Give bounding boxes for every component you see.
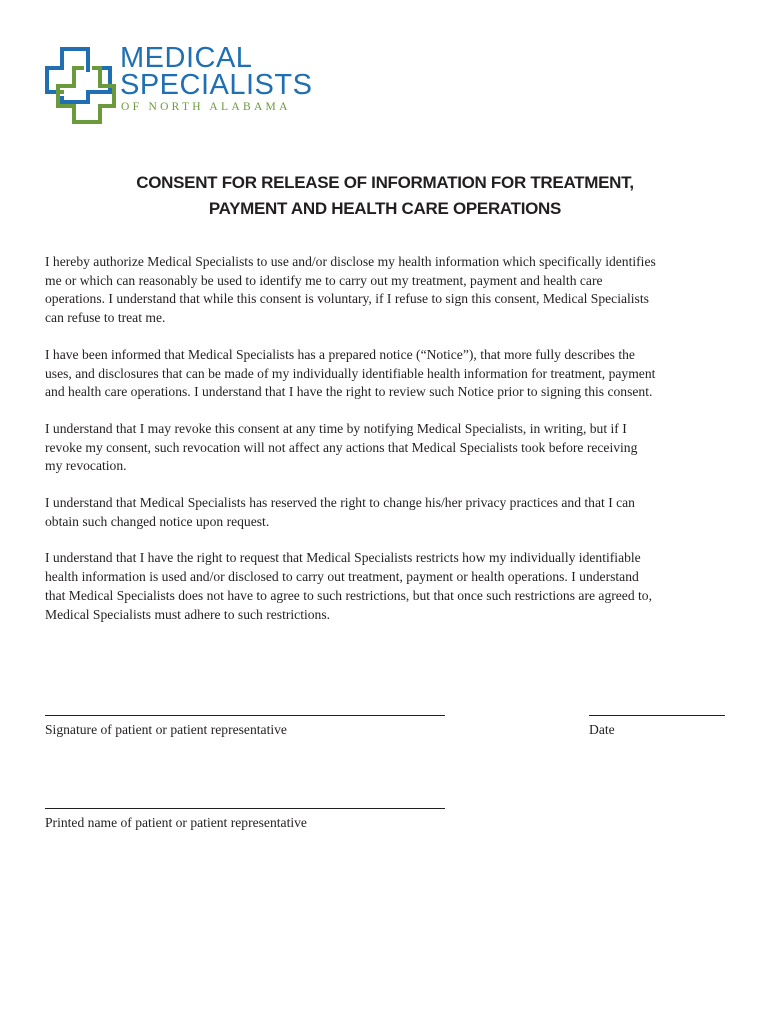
document-title [0,170,770,222]
company-logo [44,42,313,126]
paragraph-line: I understand that Medical Specialists has reserved the right to change his/her privacy practices and that I can [45,495,635,511]
paragraph-notice [45,346,735,402]
title-line-1: CONSENT FOR RELEASE OF INFORMATION FOR TREATMENT, [136,173,634,192]
paragraph-line: my revocation. [45,458,127,474]
paragraph-line: obtain such changed notice upon request. [45,513,270,529]
paragraph-line: I have been informed that Medical Specialists has a prepared notice (“Notice”), that more fully describes the [45,346,635,362]
paragraph-line: I hereby authorize Medical Specialists to use and/or disclose my health information which specifically identifies [45,254,656,269]
paragraph-line: I understand that I may revoke this consent at any time by notifying Medical Specialists, in writing, but if I [45,420,627,436]
paragraph-line: me or which can reasonably be used to identify me to carry out my treatment, payment and health care [45,272,603,288]
paragraph-line: health information is used and/or disclosed to carry out treatment, payment or health operations. I understand [45,569,639,585]
date-label: Date [589,722,615,737]
printed-name-label: Printed name of patient or patient representative [45,815,307,830]
paragraph-line: and health care operations. I understand that I have the right to review such Notice prior to signing this consent. [45,384,653,400]
printed-name-line[interactable] [45,808,445,809]
paragraph-line: uses, and disclosures that can be made of my individually identifiable health information for treatment, payment [45,365,656,381]
logo-text-specialists: SPECIALISTS [120,69,313,101]
paragraph-line: I understand that I have the right to request that Medical Specialists restricts how my individually identifiable [45,550,641,566]
signature-label: Signature of patient or patient representative [45,722,287,737]
paragraph-line: that Medical Specialists does not have to agree to such restrictions, but that once such restrictions are agreed to, [45,587,652,603]
medical-cross-icon [44,46,116,124]
logo-text-location: OF NORTH ALABAMA [121,101,291,113]
paragraph-line: Medical Specialists must adhere to such restrictions. [45,606,331,622]
paragraph-restrictions [45,549,735,624]
signature-line[interactable] [45,715,445,716]
consent-body [45,253,735,642]
paragraph-line: revoke my consent, such revocation will not affect any actions that Medical Specialists took before receiving [45,439,638,455]
logo-text-medical: MEDICAL [120,42,253,74]
paragraph-authorization [45,253,735,328]
paragraph-revocation [45,420,735,476]
paragraph-line: operations. I understand that while this consent is voluntary, if I refuse to sign this consent, Medical Specialists [45,291,649,307]
paragraph-privacy-practices [45,494,735,531]
date-line[interactable] [589,715,725,716]
paragraph-line: can refuse to treat me. [45,310,166,326]
title-line-2: PAYMENT AND HEALTH CARE OPERATIONS [208,199,562,218]
